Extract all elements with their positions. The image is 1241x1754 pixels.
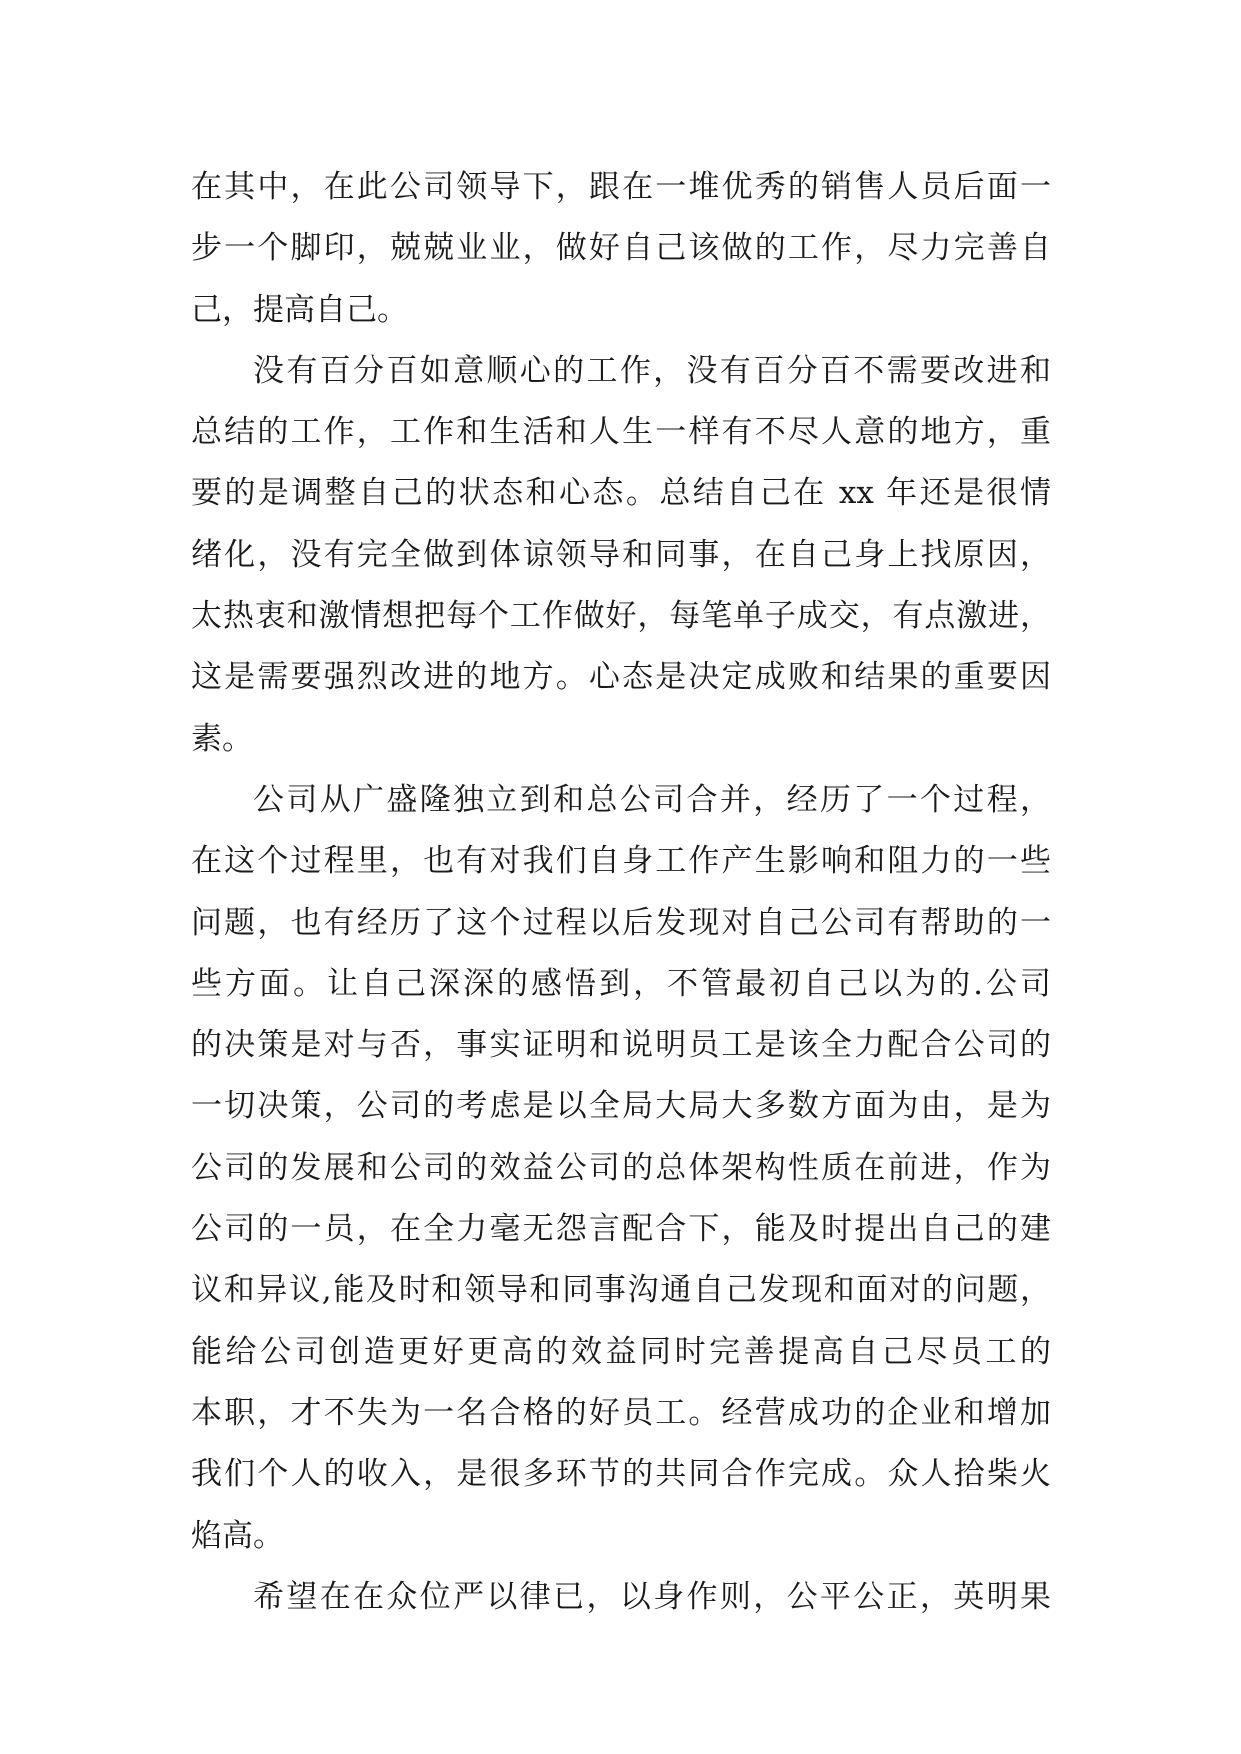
text-line: 公司的一员，在全力毫无怨言配合下，能及时提出自己的建 [191,1211,1051,1248]
text-line: 议和异议,能及时和领导和同事沟通自己发现和面对的问题， [191,1272,1051,1309]
text-line: 焰高。 [191,1517,284,1554]
document-body [191,157,1051,1628]
text-line: 己，提高自己。 [191,291,408,328]
text-line: 没有百分百如意顺心的工作，没有百分百不需要改进和 [253,352,1051,389]
text-line: 素。 [191,720,253,757]
text-line: 总结的工作，工作和生活和人生一样有不尽人意的地方，重 [191,414,1051,451]
text-line: 希望在在众位严以律已，以身作则，公平公正，英明果 [253,1578,1051,1615]
text-line: 太热衷和激情想把每个工作做好，每笔单子成交，有点激进， [191,598,1051,635]
text-line: 要的是调整自己的状态和心态。总结自己在 xx 年还是很情 [191,475,1051,512]
text-line: 本职，才不失为一名合格的好员工。经营成功的企业和增加 [191,1394,1051,1431]
text-line: 些方面。让自己深深的感悟到，不管最初自己以为的.公司 [191,965,1051,1002]
text-line: 这是需要强烈改进的地方。心态是决定成败和结果的重要因 [191,659,1051,696]
text-line: 我们个人的收入，是很多环节的共同合作完成。众人拾柴火 [191,1456,1051,1493]
text-line: 的决策是对与否，事实证明和说明员工是该全力配合公司的 [191,1027,1051,1064]
text-line: 绪化，没有完全做到体谅领导和同事，在自己身上找原因， [191,536,1051,573]
text-line: 在这个过程里，也有对我们自身工作产生影响和阻力的一些 [191,843,1051,880]
text-line: 步一个脚印，兢兢业业，做好自己该做的工作，尽力完善自 [191,230,1051,267]
text-line: 问题，也有经历了这个过程以后发现对自己公司有帮助的一 [191,904,1051,941]
text-line: 公司从广盛隆独立到和总公司合并，经历了一个过程， [253,781,1051,818]
text-line: 在其中，在此公司领导下，跟在一堆优秀的销售人员后面一 [191,169,1051,205]
text-line: 一切决策，公司的考虑是以全局大局大多数方面为由，是为 [191,1088,1051,1125]
text-line: 公司的发展和公司的效益公司的总体架构性质在前进，作为 [191,1149,1051,1186]
text-line: 能给公司创造更好更高的效益同时完善提高自己尽员工的 [191,1333,1051,1370]
